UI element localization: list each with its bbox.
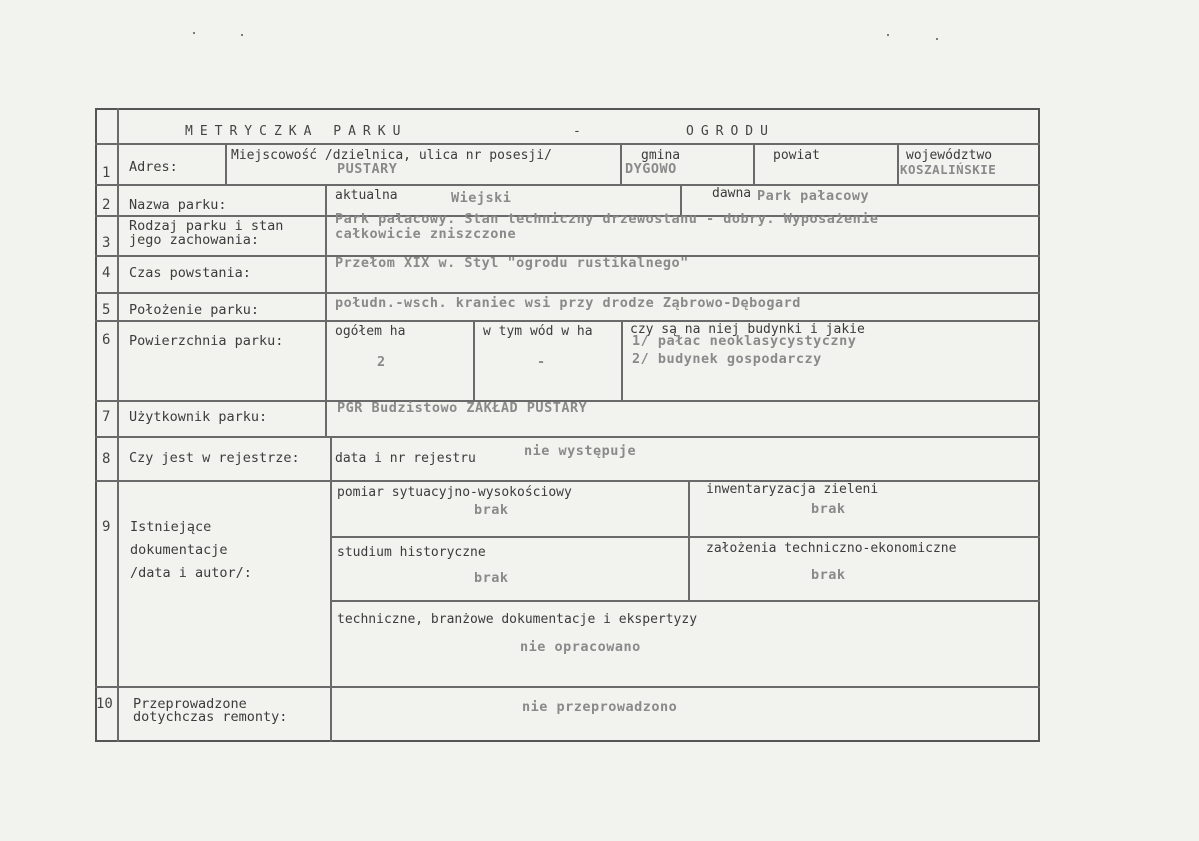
miejscowosc-value: PUSTARY [337, 161, 398, 177]
budynki-label: czy są na niej budynki i jakie [630, 322, 865, 337]
inwentaryzacja-value: brak [811, 501, 846, 517]
row-number: 4 [102, 265, 111, 281]
form-title-left: METRYCZKA PARKU [185, 124, 408, 139]
dawna-value: Park pałacowy [757, 188, 870, 204]
speck [936, 38, 938, 40]
polozenie-value: połudn.-wsch. kraniec wsi przy drodze Ząbrowo-Dębogard [335, 295, 801, 311]
row-number: 7 [102, 409, 111, 425]
wod-value: - [537, 354, 546, 370]
field-label-czas: Czas powstania: [129, 265, 251, 281]
rejestr-value: nie występuje [524, 443, 637, 459]
field-label-polozenie: Położenie parku: [129, 302, 260, 318]
field-label-uzytkownik: Użytkownik parku: [129, 409, 268, 425]
budynki-value-1: 1/ pałac neoklasycystyczny [632, 333, 857, 349]
row-number: 2 [102, 197, 111, 213]
ogolem-label: ogółem ha [335, 324, 406, 339]
czas-value: Przełom XIX w. Styl "ogrodu rustikalnego" [335, 255, 689, 271]
rejestr-label: data i nr rejestru [335, 451, 476, 466]
row-number: 9 [102, 519, 111, 535]
zalozenia-label: założenia techniczno-ekonomiczne [706, 541, 957, 556]
row-number: 8 [102, 451, 111, 467]
field-label-adres: Adres: [129, 159, 178, 175]
field-label-dokumentacje-2: dokumentacje [130, 542, 228, 558]
budynki-value-2: 2/ budynek gospodarczy [632, 351, 822, 367]
studium-label: studium historyczne [337, 545, 486, 560]
ogolem-value: 2 [377, 354, 386, 370]
row-number: 6 [102, 332, 111, 348]
zalozenia-value: brak [811, 567, 846, 583]
field-label-nazwa: Nazwa parku: [129, 197, 227, 213]
techniczne-label: techniczne, branżowe dokumentacje i ekspertyzy [337, 612, 698, 627]
gmina-value: DYGOWO [625, 161, 677, 177]
row-number: 5 [102, 302, 111, 318]
uzytkownik-value: PGR Budzistowo ZAKŁAD PUSTARY [337, 400, 588, 416]
inwentaryzacja-label: inwentaryzacja zieleni [706, 482, 879, 497]
form-title-right: OGRODU [686, 124, 775, 139]
field-label-powierzchnia: Powierzchnia parku: [129, 333, 284, 349]
field-label-dokumentacje-1: Istniejące [130, 519, 212, 535]
field-label-remonty-2: dotychczas remonty: [133, 709, 288, 725]
rodzaj-value-1: Park pałacowy. Stan techniczny drzewostanu - dobry. Wyposażenie [335, 211, 879, 227]
speck [241, 34, 243, 36]
studium-value: brak [474, 570, 509, 586]
field-label-rodzaj: Rodzaj parku i stan [129, 218, 284, 234]
wojewodztwo-label: województwo [906, 148, 993, 163]
speck [887, 34, 889, 36]
field-label-rodzaj-2: jego zachowania: [129, 232, 260, 248]
row-number: 1 [102, 165, 111, 181]
gmina-label: gmina [641, 148, 681, 163]
wojewodztwo-value: KOSZALIŃSKIE [900, 162, 997, 177]
field-label-remonty-1: Przeprowadzone [133, 696, 247, 712]
pomiar-label: pomiar sytuacyjno-wysokościowy [337, 485, 572, 500]
form-title-dash: - [573, 124, 588, 139]
dawna-label: dawna [712, 186, 752, 201]
speck [193, 32, 195, 34]
aktualna-label: aktualna [335, 188, 398, 203]
wod-label: w tym wód w ha [483, 324, 593, 339]
row-number: 10 [96, 696, 113, 712]
pomiar-value: brak [474, 502, 509, 518]
remonty-value: nie przeprowadzono [522, 699, 678, 715]
aktualna-value: Wiejski [451, 190, 512, 206]
miejscowosc-label: Miejscowość /dzielnica, ulica nr posesji/ [231, 148, 552, 163]
rodzaj-value-2: całkowicie zniszczone [335, 226, 517, 242]
techniczne-value: nie opracowano [520, 639, 641, 655]
powiat-label: powiat [773, 148, 820, 163]
row-number: 3 [102, 235, 111, 251]
field-label-rejestr: Czy jest w rejestrze: [129, 450, 300, 466]
field-label-dokumentacje-3: /data i autor/: [130, 565, 252, 581]
